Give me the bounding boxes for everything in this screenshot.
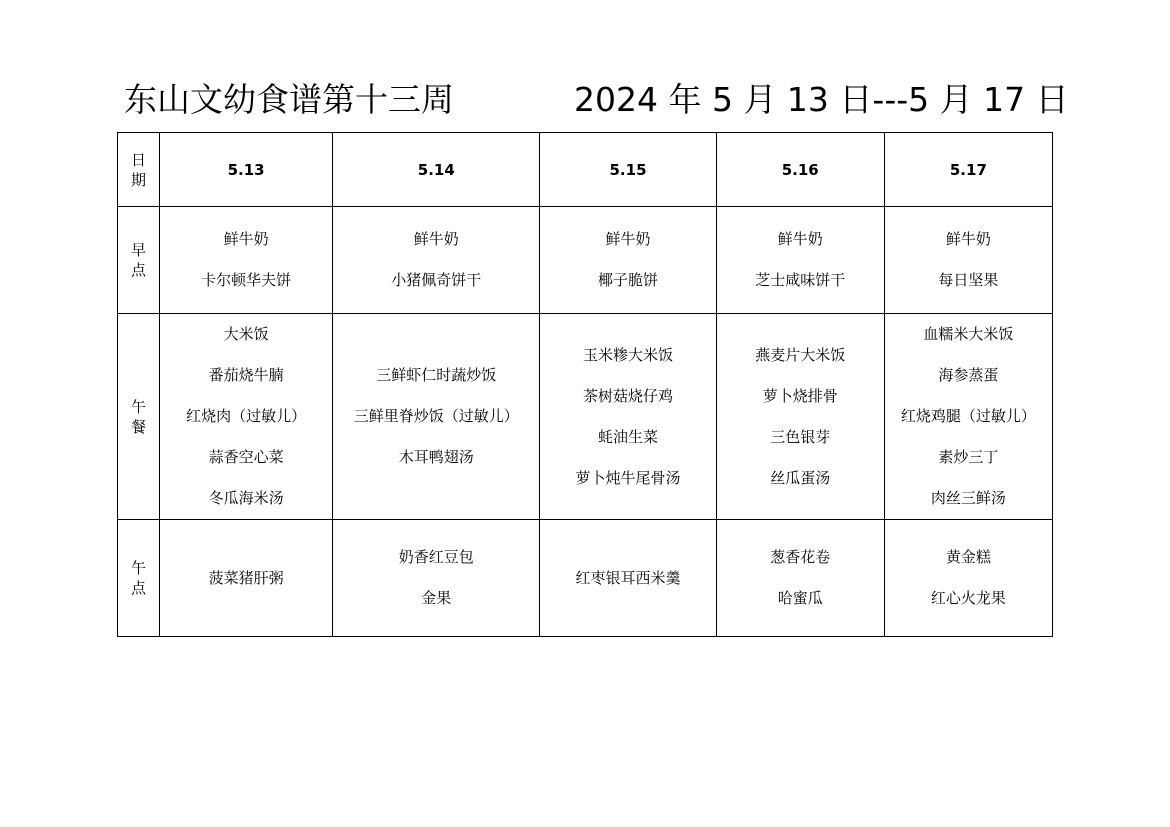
breakfast-cell xyxy=(160,207,333,314)
lunch-cell xyxy=(716,314,884,520)
menu-item: 金果 xyxy=(421,589,452,607)
lunch-cell xyxy=(160,314,333,520)
menu-item: 鲜牛奶 xyxy=(777,230,823,248)
snack-cell xyxy=(333,520,540,637)
breakfast-cell xyxy=(333,207,540,314)
row-label-char: 期 xyxy=(131,170,147,189)
menu-item: 鲜牛奶 xyxy=(413,230,459,248)
menu-item: 芝士咸味饼干 xyxy=(755,271,846,289)
menu-table xyxy=(117,132,1053,637)
snack-cell xyxy=(540,520,716,637)
menu-item: 卡尔顿华夫饼 xyxy=(201,271,292,289)
menu-item: 冬瓜海米汤 xyxy=(208,489,284,507)
row-label-lunch xyxy=(118,314,160,520)
snack-row xyxy=(118,520,1053,637)
date-row xyxy=(118,133,1053,207)
row-label-date xyxy=(118,133,160,207)
date-cell: 5.15 xyxy=(540,133,716,207)
row-label-char: 午 xyxy=(131,559,147,577)
breakfast-cell xyxy=(540,207,716,314)
date-range: 2024 年 5 月 13 日---5 月 17 日 xyxy=(574,80,1069,119)
menu-item: 血糯米大米饭 xyxy=(923,325,1014,343)
lunch-cell xyxy=(540,314,716,520)
menu-item: 鲜牛奶 xyxy=(945,230,991,248)
menu-item: 番茄烧牛腩 xyxy=(208,366,284,384)
row-label-char: 点 xyxy=(131,261,147,279)
menu-item: 菠菜猪肝粥 xyxy=(208,568,284,587)
menu-item: 蚝油生菜 xyxy=(598,427,659,446)
menu-item: 红烧鸡腿（过敏儿） xyxy=(900,407,1036,425)
breakfast-cell xyxy=(716,207,884,314)
row-label-char: 午 xyxy=(131,397,147,416)
row-label-char: 点 xyxy=(131,579,147,597)
page-title: 东山文幼食谱第十三周 xyxy=(124,80,454,119)
menu-item: 玉米糁大米饭 xyxy=(583,345,674,364)
menu-item: 茶树菇烧仔鸡 xyxy=(583,386,674,405)
date-cell: 5.16 xyxy=(716,133,884,207)
menu-item: 大米饭 xyxy=(223,325,269,343)
menu-item: 鲜牛奶 xyxy=(223,230,269,248)
menu-item: 燕麦片大米饭 xyxy=(755,345,846,364)
lunch-cell xyxy=(884,314,1052,520)
date-cell: 5.17 xyxy=(884,133,1052,207)
menu-item: 肉丝三鲜汤 xyxy=(930,489,1006,507)
row-label-char: 日 xyxy=(131,150,147,169)
menu-item: 萝卜烧排骨 xyxy=(762,386,838,405)
date-cell: 5.14 xyxy=(333,133,540,207)
menu-item: 奶香红豆包 xyxy=(398,548,474,566)
menu-item: 葱香花卷 xyxy=(770,548,831,566)
snack-cell xyxy=(716,520,884,637)
lunch-row xyxy=(118,314,1053,520)
menu-item: 萝卜炖牛尾骨汤 xyxy=(575,468,681,487)
menu-item: 小猪佩奇饼干 xyxy=(391,271,482,289)
breakfast-row xyxy=(118,207,1053,314)
row-label-char: 餐 xyxy=(131,417,147,436)
menu-item: 蒜香空心菜 xyxy=(208,448,284,466)
menu-item: 红枣银耳西米羹 xyxy=(575,568,681,587)
menu-item: 丝瓜蛋汤 xyxy=(770,468,831,487)
menu-item: 木耳鸭翅汤 xyxy=(398,448,474,466)
menu-item: 三鲜虾仁时蔬炒饭 xyxy=(376,366,497,384)
lunch-cell xyxy=(333,314,540,520)
menu-item: 哈蜜瓜 xyxy=(777,589,823,607)
menu-item: 三鲜里脊炒饭（过敏儿） xyxy=(353,407,519,425)
row-label-snack xyxy=(118,520,160,637)
menu-item: 三色银芽 xyxy=(770,427,831,446)
menu-item: 每日坚果 xyxy=(938,271,999,289)
row-label-char: 早 xyxy=(131,241,147,259)
snack-cell xyxy=(884,520,1052,637)
menu-item: 红烧肉（过敏儿） xyxy=(186,407,307,425)
snack-cell xyxy=(160,520,333,637)
menu-item: 鲜牛奶 xyxy=(605,230,651,248)
breakfast-cell xyxy=(884,207,1052,314)
menu-item: 素炒三丁 xyxy=(938,448,999,466)
menu-item: 黄金糕 xyxy=(945,548,991,566)
menu-item: 红心火龙果 xyxy=(930,589,1006,607)
menu-item: 椰子脆饼 xyxy=(598,271,659,289)
menu-item: 海参蒸蛋 xyxy=(938,366,999,384)
date-cell: 5.13 xyxy=(160,133,333,207)
row-label-breakfast xyxy=(118,207,160,314)
